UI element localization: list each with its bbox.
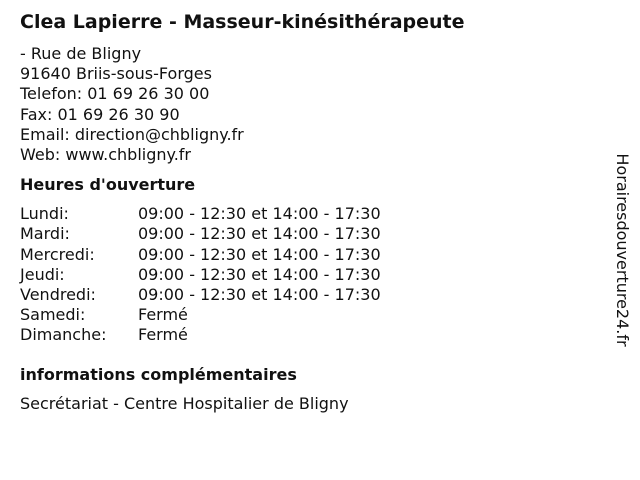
page-title: Clea Lapierre - Masseur-kinésithérapeute xyxy=(20,11,465,33)
hours-table xyxy=(20,204,600,345)
hours-row xyxy=(20,245,600,265)
day-hours: 09:00 - 12:30 et 14:00 - 17:30 xyxy=(138,264,381,284)
info-heading: informations complémentaires xyxy=(20,364,297,384)
info-text: Secrétariat - Centre Hospitalier de Bligny xyxy=(20,393,349,413)
street-line: - Rue de Bligny xyxy=(20,44,142,63)
site-watermark: Horairesdouverture24.fr xyxy=(613,153,632,347)
day-label: Mardi: xyxy=(20,224,70,244)
hours-row xyxy=(20,325,600,345)
day-hours: 09:00 - 12:30 et 14:00 - 17:30 xyxy=(138,224,381,244)
day-hours: Fermé xyxy=(138,305,188,325)
phone-line: Telefon: 01 69 26 30 00 xyxy=(20,84,210,104)
address-block xyxy=(20,44,600,165)
day-hours: 09:00 - 12:30 et 14:00 - 17:30 xyxy=(138,204,381,224)
day-label: Vendredi: xyxy=(20,285,96,305)
day-hours: Fermé xyxy=(138,325,188,345)
business-card xyxy=(20,9,600,414)
web-line: Web: www.chbligny.fr xyxy=(20,145,191,165)
hours-row xyxy=(20,224,600,244)
day-label: Jeudi: xyxy=(20,264,65,284)
day-hours: 09:00 - 12:30 et 14:00 - 17:30 xyxy=(138,285,381,305)
day-label: Samedi: xyxy=(20,305,86,325)
hours-row xyxy=(20,204,600,224)
city-line: 91640 Briis-sous-Forges xyxy=(20,64,212,84)
email-line: Email: direction@chbligny.fr xyxy=(20,124,244,144)
hours-row xyxy=(20,285,600,305)
day-label: Mercredi: xyxy=(20,244,95,264)
day-label: Dimanche: xyxy=(20,325,107,345)
day-label: Lundi: xyxy=(20,204,69,224)
fax-line: Fax: 01 69 26 30 90 xyxy=(20,104,180,124)
day-hours: 09:00 - 12:30 et 14:00 - 17:30 xyxy=(138,244,381,264)
hours-heading: Heures d'ouverture xyxy=(20,175,196,195)
hours-row xyxy=(20,305,600,325)
hours-row xyxy=(20,265,600,285)
